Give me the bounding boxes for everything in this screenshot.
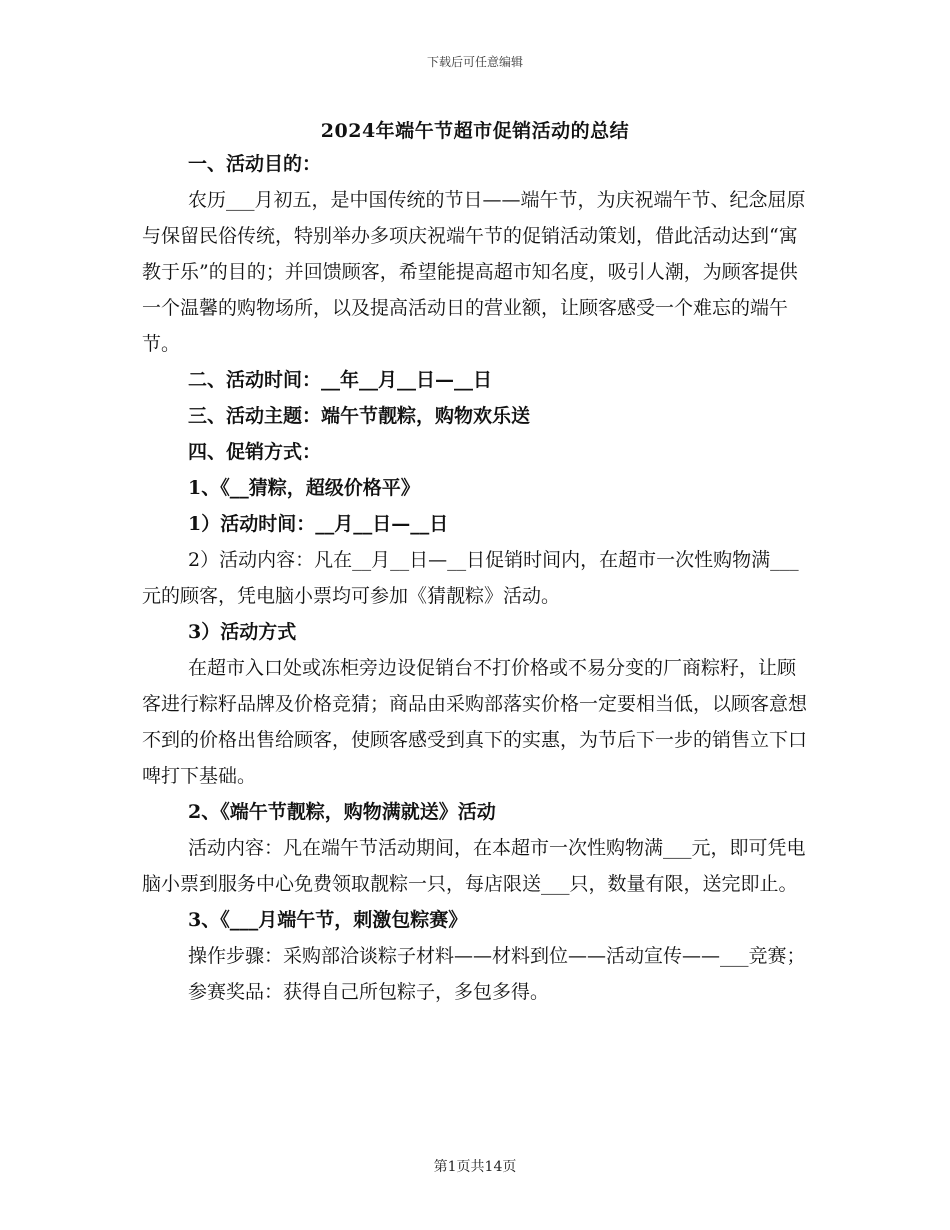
item-activity-method: 3）活动方式	[188, 621, 297, 643]
paragraph-activity-content: 2）活动内容：凡在__月__日—__日促销时间内，在超市一次性购物满___元的顾客，凭电脑小票均可参加《猜靓粽》活动。	[142, 549, 799, 607]
paragraph-operation-steps: 操作步骤：采购部洽谈粽子材料——材料到位——活动宣传——___竞赛；	[188, 945, 806, 967]
item-activity-time: 1）活动时间：__月__日—__日	[188, 513, 449, 535]
paragraph-gift-content: 活动内容：凡在端午节活动期间，在本超市一次性购物满___元，即可凭电脑小票到服务中心免费领取靓粽一只，每店限送___只，数量有限，送完即止。	[142, 837, 806, 895]
section-heading-methods: 四、促销方式：	[188, 441, 322, 463]
document-title: 2024年端午节超市促销活动的总结	[320, 120, 630, 142]
section-heading-time: 二、活动时间：__年__月__日—__日	[188, 369, 493, 391]
subheading-wrapping-contest: 3、《___月端午节，刺激包粽赛》	[188, 909, 468, 931]
paragraph-activity-method: 在超市入口处或冻柜旁边设促销台不打价格或不易分变的厂商粽籽，让顾客进行粽籽品牌及价格竞猜；商品由采购部落实价格一定要相当低，以顾客意想不到的价格出售给顾客，使顾客感受到真下的实惠，为节后下一步的销售立下口啤打下基础。	[142, 657, 808, 787]
section-heading-theme: 三、活动主题：端午节靓粽，购物欢乐送	[188, 405, 531, 427]
subheading-gift-activity: 2、《端午节靓粽，购物满就送》活动	[188, 801, 496, 823]
subheading-guess-zongzi: 1、《__猜粽，超级价格平》	[188, 477, 420, 499]
paragraph-purpose: 农历___月初五，是中国传统的节日——端午节，为庆祝端午节、纪念屈原与保留民俗传统，特别举办多项庆祝端午节的促销活动策划，借此活动达到“寓教于乐”的目的；并回馈顾客，希望能提高超市知名度，吸引人潮，为顾客提供一个温馨的购物场所，以及提高活动日的营业额，让顾客感受一个难忘的端午节。	[142, 189, 806, 355]
document-body	[142, 146, 808, 1010]
paragraph-prizes: 参赛奖品：获得自己所包粽子，多包多得。	[188, 981, 550, 1003]
page-footer: 第1页共14页	[433, 1159, 517, 1175]
section-heading-purpose: 一、活动目的：	[188, 153, 322, 175]
header-note: 下载后可任意编辑	[426, 55, 523, 69]
